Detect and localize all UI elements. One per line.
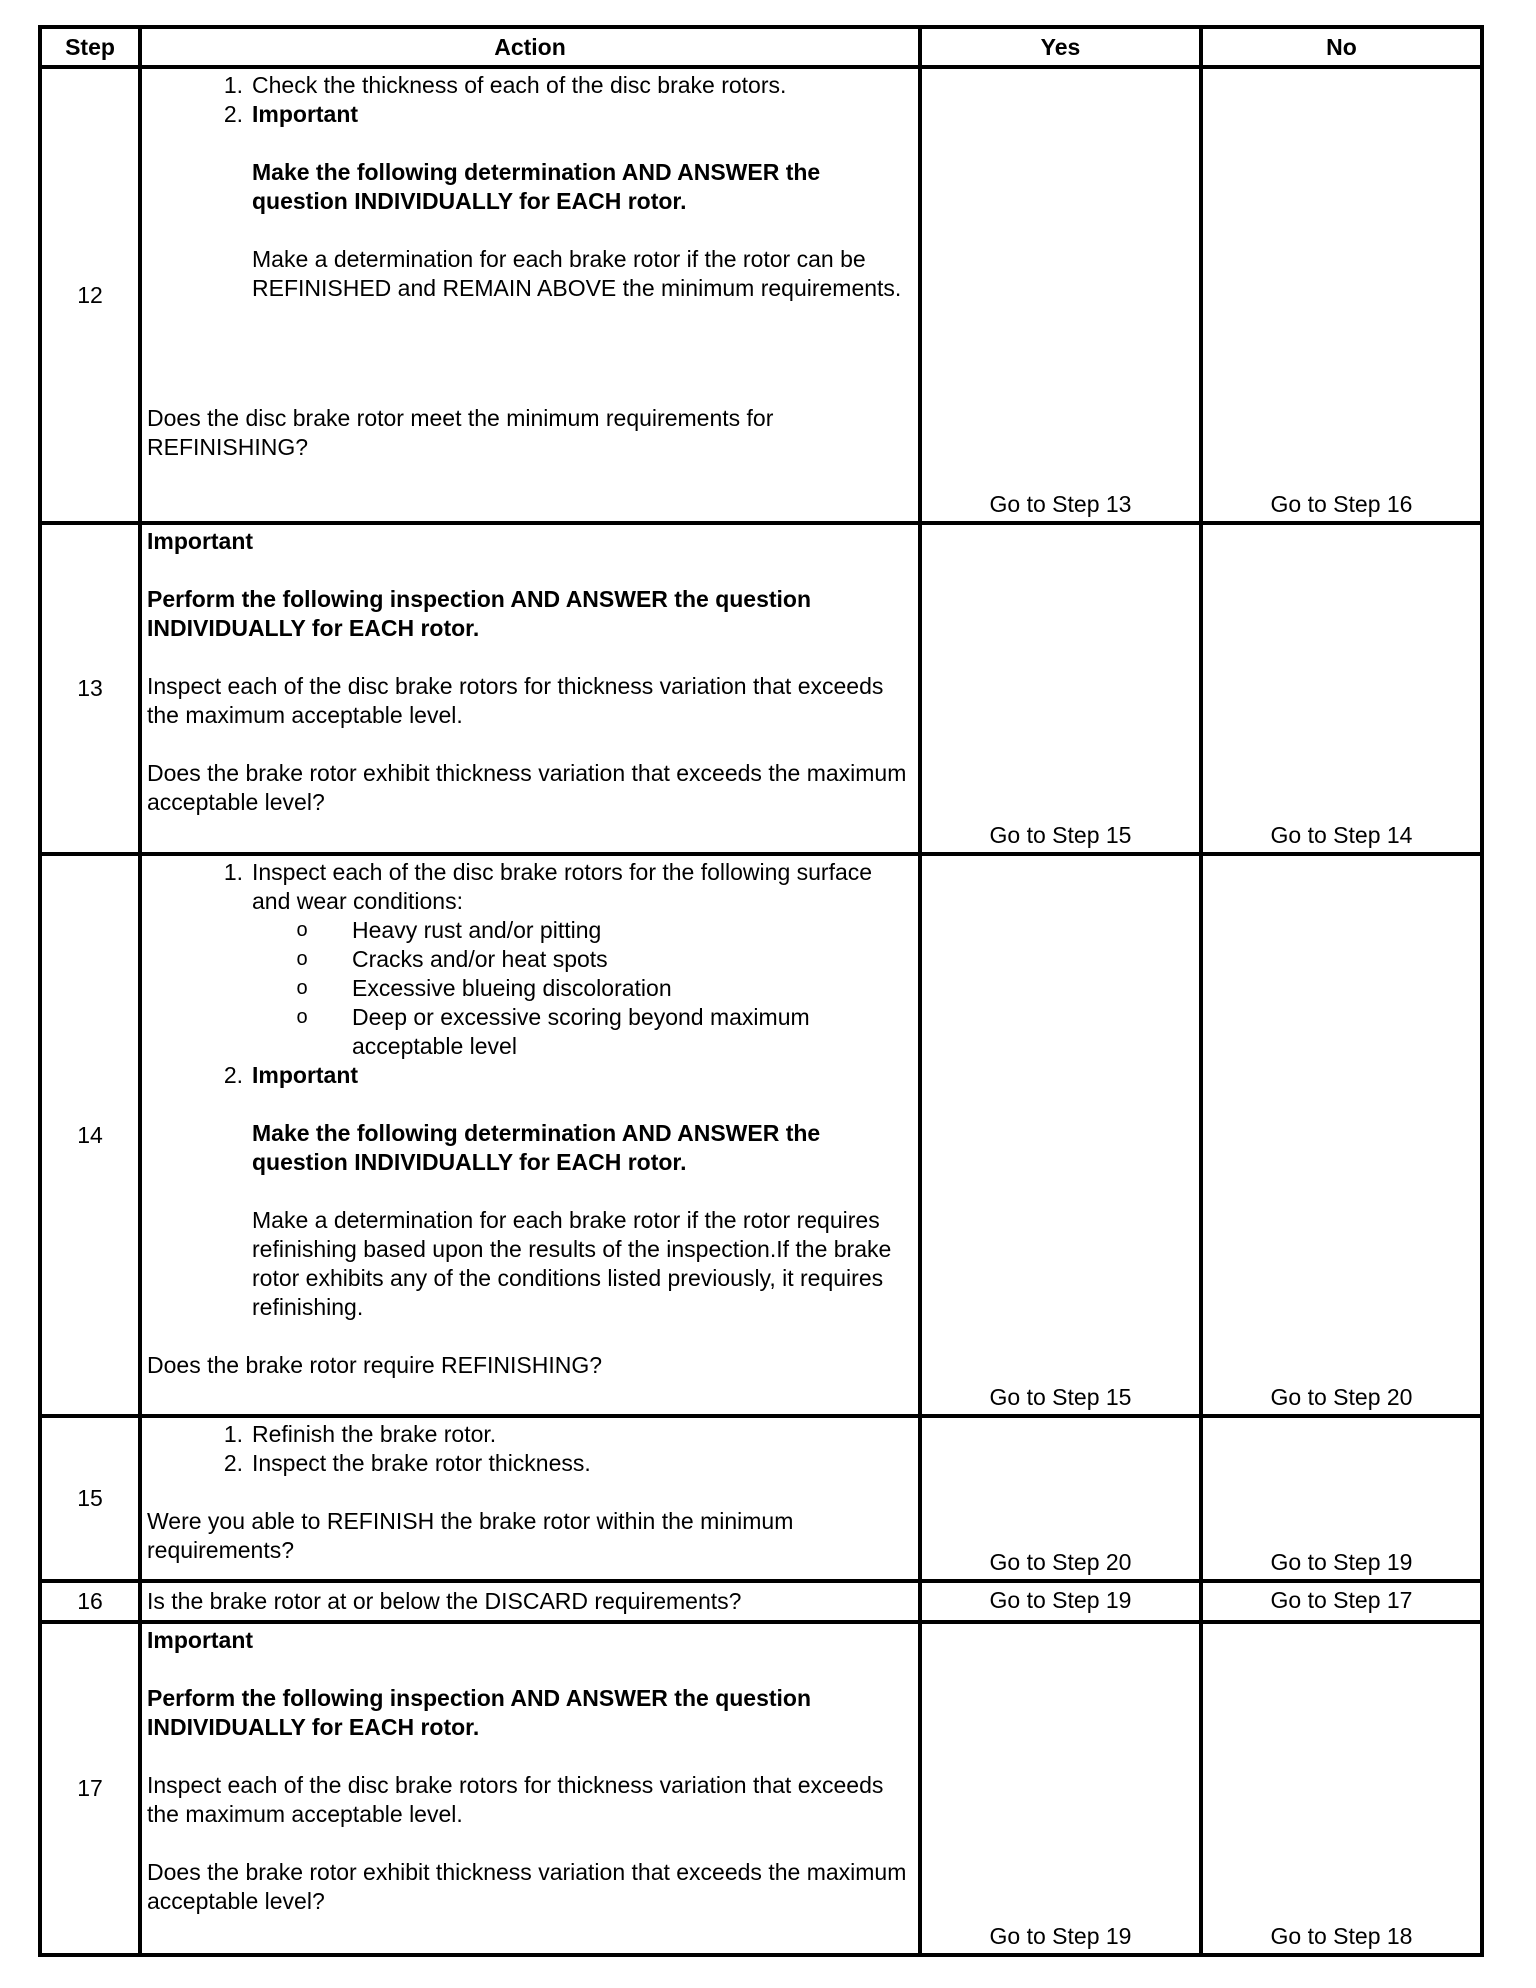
yes-cell: Go to Step 13 <box>920 67 1201 523</box>
list-item <box>147 100 914 129</box>
step-number: 12 <box>40 67 140 523</box>
step-question: Is the brake rotor at or below the DISCARD requirements? <box>147 1588 742 1614</box>
list-item <box>252 974 914 1003</box>
item-number: 2. <box>223 1062 243 1088</box>
list-item <box>252 916 914 945</box>
yes-cell: Go to Step 19 <box>920 1622 1201 1955</box>
item-number: 1. <box>223 72 243 98</box>
list-item <box>147 1420 914 1449</box>
yes-cell: Go to Step 15 <box>920 523 1201 854</box>
important-note: Perform the following inspection AND ANSWER the question INDIVIDUALLY for EACH rotor. <box>147 586 812 641</box>
bullet-icon: o <box>296 977 308 999</box>
bullet-icon: o <box>296 919 308 941</box>
step-question: Does the disc brake rotor meet the minimum requirements for REFINISHING? <box>147 405 774 460</box>
list-item <box>252 1003 914 1061</box>
step-number: 17 <box>40 1622 140 1955</box>
action-cell <box>140 1622 920 1955</box>
list-item <box>147 1061 914 1090</box>
inspection-note: Inspect each of the disc brake rotors for thickness variation that exceeds the maximum acceptable level. <box>147 1772 884 1827</box>
no-cell: Go to Step 17 <box>1201 1581 1482 1622</box>
step-question: Were you able to REFINISH the brake rotor within the minimum requirements? <box>147 1508 794 1563</box>
action-cell <box>140 523 920 854</box>
step-number: 15 <box>40 1416 140 1581</box>
table-row <box>40 1416 1482 1581</box>
no-cell: Go to Step 18 <box>1201 1622 1482 1955</box>
condition-text: Heavy rust and/or pitting <box>352 917 602 943</box>
no-cell: Go to Step 16 <box>1201 67 1482 523</box>
condition-text: Excessive blueing discoloration <box>352 975 672 1001</box>
table-row <box>40 854 1482 1416</box>
step-question: Does the brake rotor require REFINISHING? <box>147 1352 603 1378</box>
important-label: Important <box>252 1062 359 1088</box>
diagnostic-table <box>38 25 1484 1957</box>
condition-text: Cracks and/or heat spots <box>352 946 608 972</box>
item-number: 2. <box>223 101 243 127</box>
important-note: Perform the following inspection AND ANSWER the question INDIVIDUALLY for EACH rotor. <box>147 1685 812 1740</box>
important-label: Important <box>252 101 359 127</box>
bullet-icon: o <box>296 948 308 970</box>
important-note: Make the following determination AND ANSWER the question INDIVIDUALLY for EACH rotor. <box>252 1120 821 1175</box>
inspection-note: Inspect each of the disc brake rotors for thickness variation that exceeds the maximum acceptable level. <box>147 673 884 728</box>
yes-cell: Go to Step 19 <box>920 1581 1201 1622</box>
condition-text: Deep or excessive scoring beyond maximum acceptable level <box>352 1004 810 1059</box>
header-yes: Yes <box>920 27 1201 67</box>
item-text: Refinish the brake rotor. <box>252 1421 497 1447</box>
step-question: Does the brake rotor exhibit thickness variation that exceeds the maximum acceptable level? <box>147 1859 907 1914</box>
determination-note: Make a determination for each brake rotor if the rotor requires refinishing based upon the results of the inspection.If the brake rotor exhibits any of the conditions listed previously, it requires refinishing. <box>252 1207 892 1320</box>
header-no: No <box>1201 27 1482 67</box>
action-cell <box>140 1581 920 1622</box>
important-label: Important <box>147 1627 254 1653</box>
item-text: Inspect the brake rotor thickness. <box>252 1450 591 1476</box>
table-header-row <box>40 27 1482 67</box>
item-number: 1. <box>223 859 243 885</box>
action-cell <box>140 854 920 1416</box>
table-row <box>40 1622 1482 1955</box>
bullet-icon: o <box>296 1006 308 1028</box>
item-number: 1. <box>223 1421 243 1447</box>
step-number: 13 <box>40 523 140 854</box>
yes-cell: Go to Step 20 <box>920 1416 1201 1581</box>
list-item <box>147 858 914 916</box>
determination-note: Make a determination for each brake rotor if the rotor can be REFINISHED and REMAIN ABOVE the minimum requirements. <box>252 246 902 301</box>
no-cell: Go to Step 14 <box>1201 523 1482 854</box>
list-item <box>252 945 914 974</box>
important-label: Important <box>147 528 254 554</box>
step-number: 14 <box>40 854 140 1416</box>
table-row <box>40 1581 1482 1622</box>
table-row <box>40 67 1482 523</box>
list-item <box>147 1449 914 1478</box>
list-item <box>147 71 914 100</box>
header-action: Action <box>140 27 920 67</box>
step-question: Does the brake rotor exhibit thickness variation that exceeds the maximum acceptable level? <box>147 760 907 815</box>
important-note: Make the following determination AND ANSWER the question INDIVIDUALLY for EACH rotor. <box>252 159 821 214</box>
item-number: 2. <box>223 1450 243 1476</box>
action-cell <box>140 1416 920 1581</box>
header-step: Step <box>40 27 140 67</box>
no-cell: Go to Step 20 <box>1201 854 1482 1416</box>
table-row <box>40 523 1482 854</box>
action-cell <box>140 67 920 523</box>
no-cell: Go to Step 19 <box>1201 1416 1482 1581</box>
yes-cell: Go to Step 15 <box>920 854 1201 1416</box>
step-number: 16 <box>40 1581 140 1622</box>
item-text: Inspect each of the disc brake rotors for the following surface and wear conditions: <box>252 859 873 914</box>
item-text: Check the thickness of each of the disc brake rotors. <box>252 72 787 98</box>
condition-list <box>147 916 914 1061</box>
